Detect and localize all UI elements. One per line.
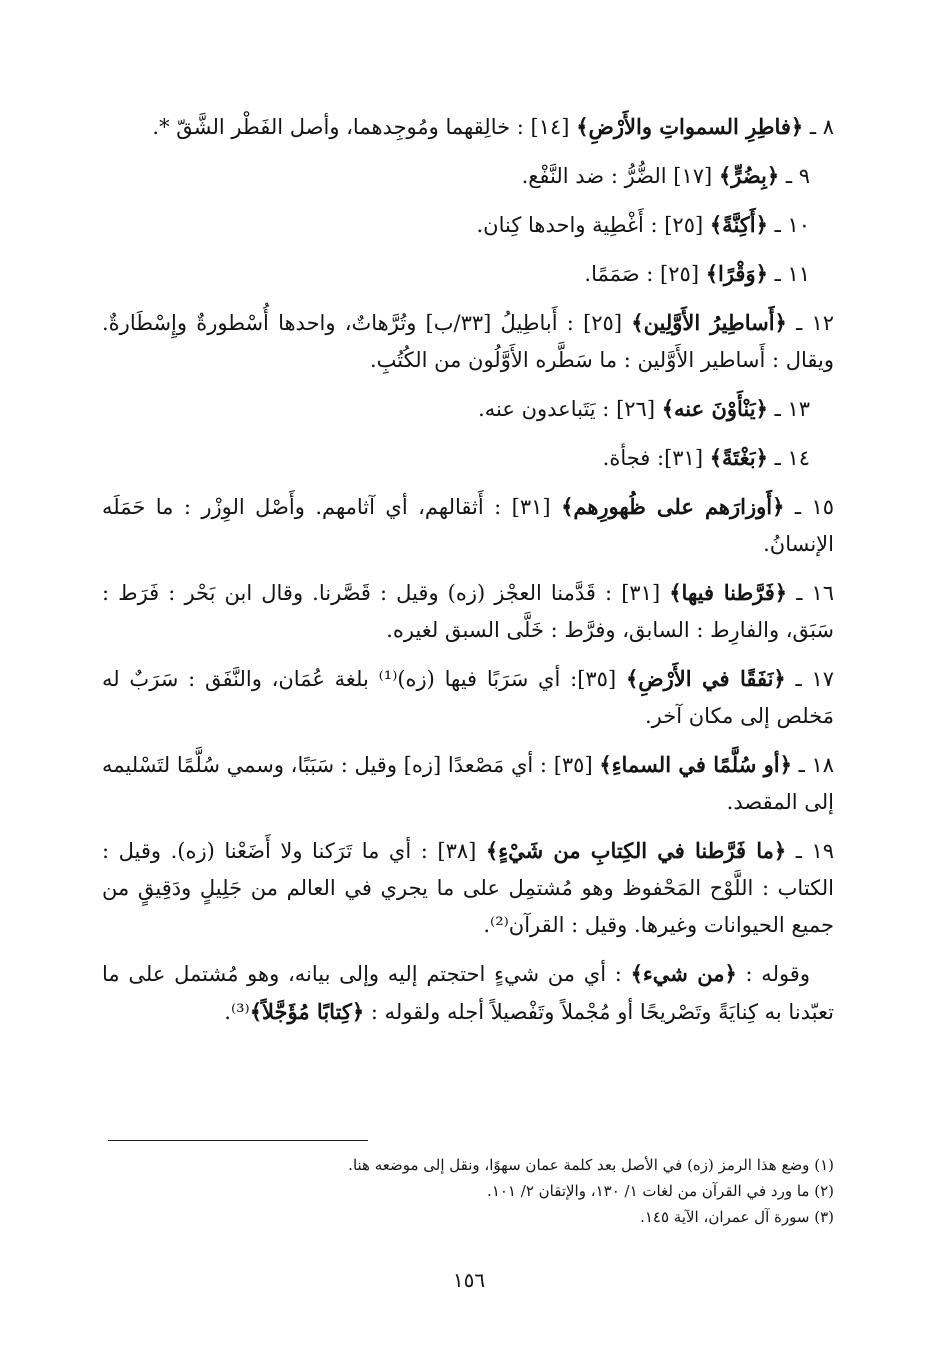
footnote-text: سورة آل عمران، الآية ١٤٥.: [640, 1208, 810, 1226]
footnote-separator: [108, 1140, 368, 1141]
entry-text: أي سَرَبًا فيها (زه)⁽¹⁾ بلغة عُمَان، والنَّفَق : سَرَبٌ له مَخلص إلى مكان آخر.: [102, 667, 834, 728]
entry-18: [102, 746, 834, 821]
entry-text: فجأة.: [602, 446, 651, 470]
entry-text: : أَثقالهم، أي آثامهم. وأَصْل الوِزْر : ما حَمَلَه الإنسانُ.: [102, 495, 834, 556]
entry-12: [102, 304, 834, 379]
entry-9: [102, 157, 834, 195]
verse-ref: [٣٥]: [553, 753, 593, 777]
verse-ref: [٢٦]: [616, 397, 656, 421]
entry-number: ١٢ ـ: [796, 311, 834, 335]
footnote-text: ما ورد في القرآن من لغات ١/ ١٣٠، والإتقان ٢/ ١٠١.: [487, 1182, 810, 1200]
footnote-text: وضع هذا الرمز (زه) في الأصل بعد كلمة عمان سهوًا، ونقل إلى موضعه هنا.: [348, 1156, 810, 1174]
entry-number: ١٦ ـ: [796, 581, 835, 605]
verse-ref: [٣٥]:: [570, 667, 617, 691]
footnote-3: [102, 1204, 834, 1230]
entry-number: ١٠ ـ: [774, 213, 810, 237]
footnote-1: [102, 1152, 834, 1178]
entry-number: ١١ ـ: [774, 262, 810, 286]
quran-term: ﴿فَرَّطنا فيها﴾: [669, 580, 788, 605]
footnote-marker: (٢): [814, 1182, 834, 1200]
quran-term: ﴿بِضُرٍّ﴾: [718, 163, 780, 188]
verse-ref: [٢٥]: [664, 213, 704, 237]
entry-number: ٨ ـ: [809, 115, 834, 139]
entry-number: ١٤ ـ: [774, 446, 810, 470]
footnotes: [102, 1152, 834, 1230]
entry-text: : قَدَّمنا العجْز (زه) وقيل : قَصَّرنا. وقال ابن بَحْر : فَرَط : سَبَق، والفارِط : السابق، وفرَّط : خَلَّى السبق لغيره.: [102, 581, 834, 642]
footnote-marker: ⁽³⁾.: [224, 1000, 250, 1024]
footnote-marker: (١): [814, 1156, 834, 1174]
quran-term: ﴿أو سُلَّمًا في السماءِ﴾: [599, 752, 792, 777]
entry-text: : صَمَمًا.: [584, 262, 654, 286]
entry-text: : أي مَصْعدًا [زه] وقيل : سَبَبًا، وسمي سُلَّمًا لتَسْليمه إلى المقصد.: [102, 753, 834, 814]
quran-term: ﴿أَكِنَّةً﴾: [709, 212, 768, 237]
entry-text: : خالِقهما ومُوجِدهما، وأصل الفَطْر الشَّقّ *.: [152, 115, 524, 139]
entry-13: [102, 390, 834, 428]
continuation-text: : أي من شيءٍ احتجتم إليه وإلى بيانه، وهو مُشتمل على ما تعبّدنا به كِنايَةً وتَصْريحًا أو مُجْملاً وتَفْصيلاً أجله ولقوله :: [102, 962, 834, 1024]
entry-17: [102, 660, 834, 735]
verse-ref: [١٤]: [530, 115, 570, 139]
entry-text: : أي ما تَرَكنا ولا أَضَعْنا (زه). وقيل : الكتاب : اللَّوْح المَحْفوظ وهو مُشتمِل على ما يجري في العالم من جَلِيلٍ ودَقِيقٍ من جميع الحيوانات وغيرها. وقيل : القرآن⁽²⁾.: [102, 839, 834, 937]
quran-term: ﴿أَوزارَهم على ظُهورِهم﴾: [561, 494, 785, 519]
entry-number: ١٩ ـ: [795, 839, 834, 863]
entry-15: [102, 488, 834, 563]
verse-ref: [٢٥]: [660, 262, 700, 286]
quran-term: ﴿نَفَقًا في الأَرْضِ﴾: [625, 666, 786, 691]
entry-8: [102, 108, 834, 146]
entry-11: [102, 255, 834, 293]
quran-term: ﴿من شيء﴾: [630, 961, 737, 986]
verse-ref: [٣٨]: [437, 839, 477, 863]
entry-number: ١٣ ـ: [774, 397, 810, 421]
entry-text: : يَتَباعدون عنه.: [478, 397, 610, 421]
continuation-lead: وقوله :: [745, 962, 810, 986]
quran-term: ﴿كِتابًا مُؤَجَّلاً﴾: [249, 999, 365, 1024]
entry-10: [102, 206, 834, 244]
page-body: [102, 108, 834, 1042]
quran-term: ﴿يَنْأَوْنَ عنه﴾: [661, 396, 768, 421]
entry-number: ١٧ ـ: [795, 667, 835, 691]
entry-text: : أَغْطِية واحدها كِنان.: [476, 213, 658, 237]
entry-number: ١٥ ـ: [794, 495, 834, 519]
verse-ref: [٢٥]: [583, 311, 623, 335]
entry-16: [102, 574, 834, 649]
footnote-2: [102, 1178, 834, 1204]
entry-number: ٩ ـ: [785, 164, 810, 188]
verse-ref: [٣١]: [621, 581, 661, 605]
verse-ref: [٣١]:: [657, 446, 704, 470]
page-number: ١٥٦: [452, 1268, 486, 1292]
quran-term: ﴿وَقْرًا﴾: [705, 261, 768, 286]
entry-number: ١٨ ـ: [798, 753, 834, 777]
quran-term: ﴿فاطِرِ السمواتِ والأَرْضِ﴾: [576, 114, 804, 139]
entry-19: [102, 832, 834, 944]
footnote-marker: (٣): [814, 1208, 834, 1226]
quran-term: ﴿بَغْتَةً﴾: [709, 445, 768, 470]
entry-continuation: [102, 955, 834, 1031]
verse-ref: [٣١]: [511, 495, 551, 519]
quran-term: ﴿ما فَرَّطنا في الكِتابِ من شَيْءٍ﴾: [485, 838, 787, 863]
quran-term: ﴿أَساطِيرُ الأَوَّلِين﴾: [631, 310, 787, 335]
entry-text: : أَباطِيلُ [٣٣/ب] وتُرَّهاتٌ، واحدها أُسْطورةٌ وإِسْطَارةٌ. ويقال : أَساطير الأَوَّلين : ما سَطَّره الأَوَّلُون من الكُتُبِ.: [102, 311, 834, 372]
entry-14: [102, 439, 834, 477]
verse-ref: [١٧]: [673, 164, 713, 188]
entry-text: الضُّرُّ : ضد النَّفْع.: [521, 164, 667, 188]
